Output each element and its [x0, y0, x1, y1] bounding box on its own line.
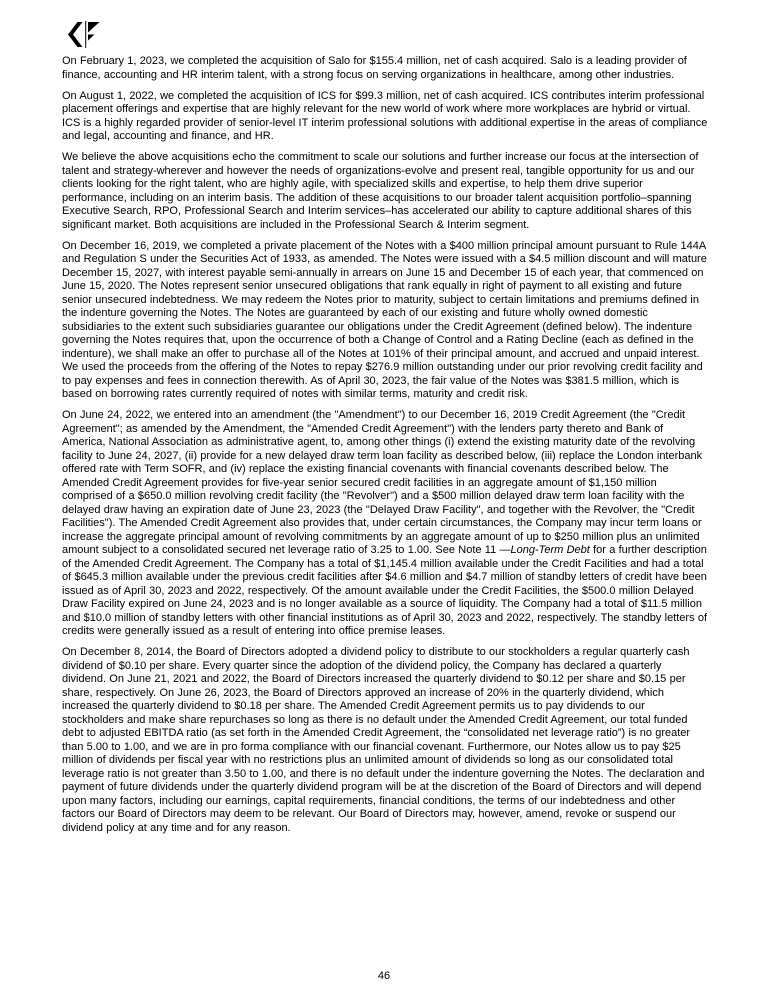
korn-ferry-logo — [67, 21, 101, 48]
text-run: for a further description of the Amended Credit Agreement. The Company has a total of $1,145.4 million available under the Credit Facilities and had a total of $645.3 million available under the previous credit facilities after $4.6 million and $4.7 million of standby letters of credit have been issued as of April 30, 2023 and 2022, respectively. Of the amount available under the Credit Facilities, the $500.0 million Delayed Draw Facility expired on June 24, 2023 and is no longer available as a source of liquidity. The Company had a total of $11.5 million and $10.0 million of standby letters with other financial institutions as of April 30, 2023 and 2022, respectively. The standby letters of credits were generally issued as a result of entering into office premise leases. — [62, 544, 708, 637]
text-run-italic-long-term-debt: Long-Term Debt — [510, 544, 590, 556]
body-text — [62, 55, 708, 843]
page-number: 46 — [377, 970, 391, 982]
paragraph-credit-agreement-amendment — [62, 409, 708, 639]
paragraph-acquisition-salo: On February 1, 2023, we completed the acquisition of Salo for $155.4 million, net of cash acquired. Salo is a leading provider of finance, accounting and HR interim talent, with a strong focus on serving organizations in healthcare, among other industries. — [62, 55, 687, 81]
paragraph-acquisitions-strategy: We believe the above acquisitions echo the commitment to scale our solutions and further increase our focus at the intersection of talent and strategy-wherever and however the needs of organizations-evolve and present real, tangible opportunity for us and our clients looking for the right talent, who are highly agile, with specialized skills and expertise, to help them drive superior performance, including on an interim basis. The addition of these acquisitions to our broader talent acquisition portfolio–spanning Executive Search, RPO, Professional Search and Interim services–has accelerated our ability to capture additional shares of this significant market. Both acquisitions are included in the Professional Search & Interim segment. — [62, 151, 699, 231]
paragraph-acquisition-ics: On August 1, 2022, we completed the acquisition of ICS for $99.3 million, net of cash acquired. ICS contributes interim professional placement offerings and expertise that are highly relevant for the new world of work where more workplaces are hybrid or virtual. ICS is a highly regarded provider of senior-level IT interim professional solutions with additional expertise in the areas of compliance and legal, accounting and finance, and HR. — [62, 89, 708, 142]
paragraph-notes-private-placement: On December 16, 2019, we completed a private placement of the Notes with a $400 million principal amount pursuant to Rule 144A and Regulation S under the Securities Act of 1933, as amended. The Notes were issued with a $4.5 million discount and will mature December 15, 2027, with interest payable semi-annually in arrears on June 15 and December 15 of each year, that commenced on June 15, 2020. The Notes represent senior unsecured obligations that rank equally in right of payment to all existing and future senior unsecured indebtedness. We may redeem the Notes prior to maturity, subject to certain limitations and premiums defined in the indenture governing the Notes. The Notes are guaranteed by each of our existing and future wholly owned domestic subsidiaries to the extent such subsidiaries guarantee our obligations under the Credit Agreement (defined below). The indenture governing the Notes requires that, upon the occurrence of both a Change of Control and a Rating Decline (each as defined in the indenture), we shall make an offer to purchase all of the Notes at 101% of their principal amount, and accrued and unpaid interest. We used the proceeds from the offering of the Notes to repay $276.9 million outstanding under our prior revolving credit facility and to pay expenses and fees in connection therewith. As of April 30, 2023, the fair value of the Notes was $381.5 million, which is based on borrowing rates currently required of notes with similar terms, maturity and credit risk. — [62, 239, 707, 400]
kf-monogram-f-arm — [88, 35, 95, 41]
text-run: On June 24, 2022, we entered into an amendment (the "Amendment") to our December 16, 2019 Credit Agreement (the "Credit Agreement"; as amended by the Amendment, the "Amended Credit Agreement") with the lenders party thereto and Bank of America, National Association as administrative agent, to, among other things (i) extend the existing maturity date of the revolving facility to June 24, 2027, (ii) provide for a new delayed draw term loan facility as described below, (iii) replace the London interbank offered rate with Term SOFR, and (iv) replace the existing financial covenants with financial covenants described below. The Amended Credit Agreement provides for five-year senior secured credit facilities in an aggregate amount of $1,150 million comprised of a $650.0 million revolving credit facility (the "Revolver") and a $500 million delayed draw term loan facility with the delayed draw having an expiration date of June 23, 2023 (the "Delayed Draw Facility", and together with the Revolver, the "Credit Facilities"). The Amended Credit Agreement also provides that, under certain circumstances, the Company may incur term loans or increase the aggregate principal amount of revolving commitments by an aggregate amount of up to $250 million plus an unlimited amount subject to a consolidated secured net leverage ratio of 3.25 to 1.00. See Note 11 — — [62, 409, 703, 556]
paragraph-dividend-policy: On December 8, 2014, the Board of Directors adopted a dividend policy to distribute to our stockholders a regular quarterly cash dividend of $0.10 per share. Every quarter since the adoption of the dividend policy, the Company has declared a quarterly dividend. On June 21, 2021 and 2022, the Board of Directors increased the quarterly dividend to $0.12 per share and $0.15 per share, respectively. On June 26, 2023, the Board of Directors approved an increase of 20% in the quarterly dividend, which increased the quarterly dividend to $0.18 per share. The Amended Credit Agreement permits us to pay dividends to our stockholders and make share repurchases so long as there is no default under the Amended Credit Agreement, our total funded debt to adjusted EBITDA ratio (as set forth in the Amended Credit Agreement, the “consolidated net leverage ratio”) is no greater than 5.00 to 1.00, and we are in pro forma compliance with our financial covenant. Furthermore, our Notes allow us to pay $25 million of dividends per fiscal year with no restrictions plus an unlimited amount of dividends so long as our consolidated total leverage ratio is not greater than 3.50 to 1.00, and there is no default under the indenture governing the Notes. The declaration and payment of future dividends under the quarterly dividend program will be at the discretion of the Board of Directors and will depend upon many factors, including our earnings, capital requirements, financial conditions, the terms of our indebtedness and other factors our Board of Directors may deem to be relevant. Our Board of Directors may, however, amend, revoke or suspend our dividend policy at any time and for any reason. — [62, 646, 705, 834]
kf-monogram-k-bottom — [68, 35, 83, 48]
kf-monogram-k-top — [68, 22, 83, 35]
kf-monogram-f-top — [88, 22, 100, 33]
kf-monogram-icon — [67, 21, 101, 48]
kf-monogram-bar — [85, 21, 86, 48]
